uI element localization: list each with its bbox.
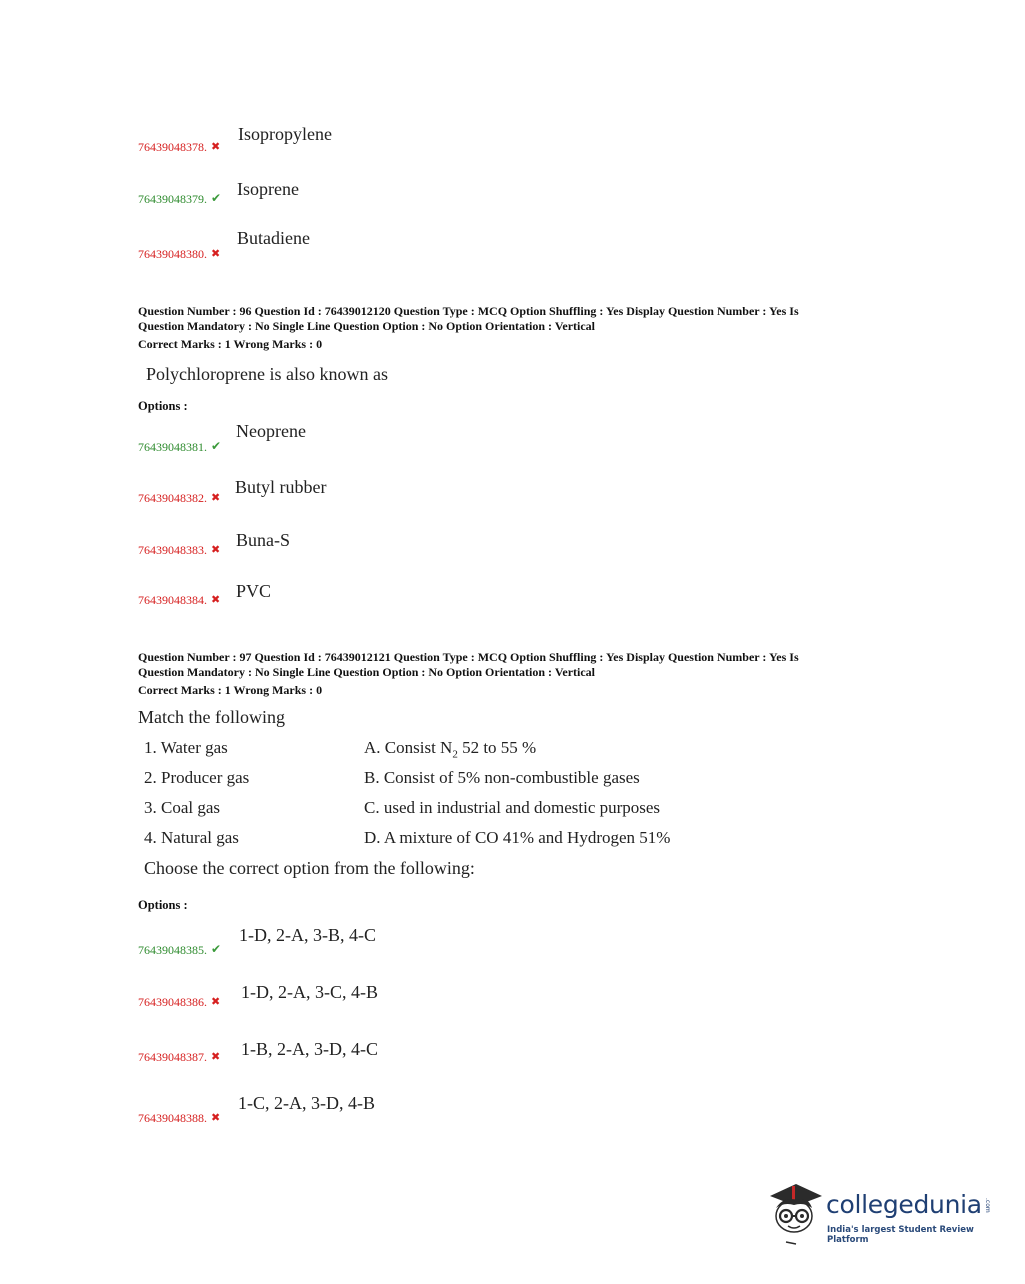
option-text: Isoprene [237,179,299,199]
wrong-mark-icon: ✖ [211,996,221,1008]
brand-name: collegedunia [826,1190,982,1219]
collegedunia-logo [766,1178,996,1248]
mascot-icon [766,1178,826,1248]
match-left-item: 3. Coal gas [144,798,221,817]
wrong-mark-icon: ✖ [211,248,221,260]
option-id-row [138,1111,220,1126]
option-id: 76439048388. [138,1111,207,1125]
match-right-item-c: C. used in industrial and domestic purposes [364,798,661,817]
question-instruction: Choose the correct option from the following: [144,858,475,878]
match-right-item-d: D. A mixture of CO 41% and Hydrogen 51% [364,828,671,847]
options-label: Options : [138,898,188,912]
option-id: 76439048380. [138,247,207,261]
option-text: 1-C, 2-A, 3-D, 4-B [238,1093,375,1113]
question-meta-line1: Question Number : 97 Question Id : 76439012121 Question Type : MCQ Option Shuffling : Yes Display Question Number : Yes Is [138,650,799,664]
match-right-a-suffix: 52 to 55 % [457,738,537,757]
match-left-item: 1. Water gas [144,738,228,757]
brand-com: .com [984,1198,991,1213]
option-id-row [138,995,220,1010]
wrong-mark-icon: ✖ [211,1112,221,1124]
match-left-item: 2. Producer gas [144,768,250,787]
match-left-item: 4. Natural gas [144,828,239,847]
question-marks: Correct Marks : 1 Wrong Marks : 0 [138,337,323,351]
option-text: Butadiene [237,228,310,248]
option-id: 76439048387. [138,1050,207,1064]
question-text: Polychloroprene is also known as [146,364,388,384]
match-right-a-prefix: A. Consist N [364,738,453,757]
option-id: 76439048386. [138,995,207,1009]
option-text: 1-D, 2-A, 3-B, 4-C [239,925,376,945]
wrong-mark-icon: ✖ [211,544,221,556]
wrong-mark-icon: ✖ [211,492,221,504]
option-id: 76439048382. [138,491,207,505]
option-id-row [138,543,220,558]
option-text: Buna-S [236,530,290,550]
option-text: 1-D, 2-A, 3-C, 4-B [241,982,378,1002]
option-id-row [138,593,220,608]
question-text: Match the following [138,707,285,727]
correct-check-icon: ✔ [211,191,222,205]
option-text: Isopropylene [238,124,332,144]
option-id: 76439048378. [138,140,207,154]
option-text: PVC [236,581,272,601]
question-meta-line2: Question Mandatory : No Single Line Question Option : No Option Orientation : Vertical [138,319,596,333]
options-label: Options : [138,399,188,413]
option-id-row [138,140,220,155]
option-id-row [138,247,220,262]
wrong-mark-icon: ✖ [211,141,221,153]
option-id-row [138,942,221,958]
option-id: 76439048384. [138,593,207,607]
option-text: Butyl rubber [235,477,327,497]
wrong-mark-icon: ✖ [211,594,221,606]
match-right-a-subscript: 2 [452,748,458,761]
question-marks: Correct Marks : 1 Wrong Marks : 0 [138,683,323,697]
option-id: 76439048385. [138,943,207,957]
question-meta-line2: Question Mandatory : No Single Line Question Option : No Option Orientation : Vertical [138,665,596,679]
option-id-row [138,439,221,455]
question-meta-line1: Question Number : 96 Question Id : 76439012120 Question Type : MCQ Option Shuffling : Yes Display Question Number : Yes Is [138,304,799,318]
option-id: 76439048379. [138,192,207,206]
option-id-row [138,191,221,207]
option-id: 76439048383. [138,543,207,557]
correct-check-icon: ✔ [211,439,222,453]
match-right-item-b: B. Consist of 5% non-combustible gases [364,768,640,787]
brand-tagline: India's largest Student Review Platform [827,1225,974,1245]
correct-check-icon: ✔ [211,942,222,956]
option-id-row [138,1050,220,1065]
option-id-row [138,491,220,506]
option-id: 76439048381. [138,440,207,454]
wrong-mark-icon: ✖ [211,1051,221,1063]
option-text: 1-B, 2-A, 3-D, 4-C [241,1039,378,1059]
match-right-item-a [364,738,536,760]
option-text: Neoprene [236,421,306,441]
